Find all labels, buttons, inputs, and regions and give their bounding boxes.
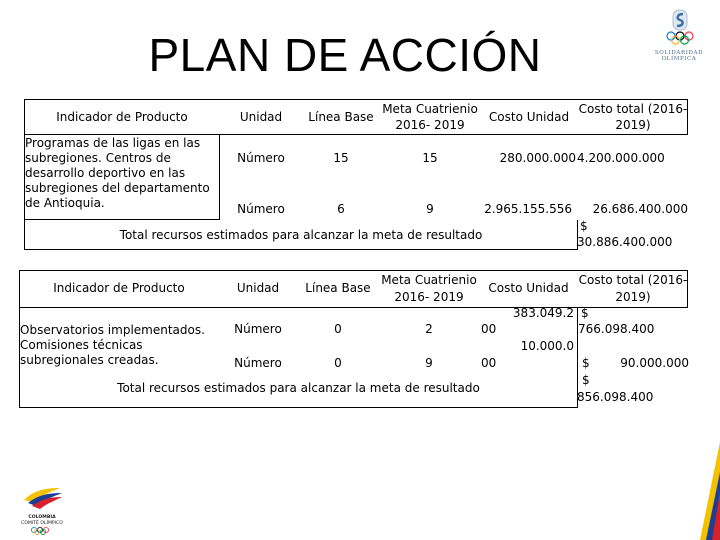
- table1-header-linea-base: Línea Base: [308, 110, 374, 124]
- colombia-flag-emblem-icon: [16, 484, 68, 516]
- table2-total-value: 856.098.400: [577, 390, 654, 404]
- table2-row1-meta: 2: [425, 322, 433, 336]
- table1-row2-costo-unidad: 2.965.155.556: [484, 202, 572, 216]
- table1-row2-costo-total: 26.686.400.000: [592, 202, 688, 216]
- flag-stripes-decoration: [696, 442, 720, 540]
- table2-row1-costo-unidad-part2: 00: [481, 322, 497, 336]
- table1-header-costo-total-line2: 2019): [615, 118, 651, 132]
- table2-header-linea-base: Línea Base: [305, 281, 371, 295]
- table2-row2-linea-base: 0: [334, 356, 342, 370]
- table2-header-meta-line2: 2016- 2019: [394, 290, 464, 304]
- olympic-rings-icon: [16, 527, 68, 535]
- table2-header-costo-total-line1: Costo total (2016-: [578, 273, 688, 287]
- table1-total-label: Total recursos estimados para alcanzar la meta de resultado: [119, 228, 483, 242]
- table2-header-indicador: Indicador de Producto: [53, 281, 185, 295]
- table1-row1-unidad: Número: [237, 151, 285, 165]
- table2-header-costo-unidad: Costo Unidad: [488, 281, 569, 295]
- table1-row1-costo-total: 4.200.000.000: [577, 151, 665, 165]
- table2-total-currency: $: [582, 373, 590, 387]
- solidaridad-logo-text: SOLIDARIDAD OLÍMPICA: [654, 50, 704, 62]
- table1-header-costo-unidad: Costo Unidad: [488, 110, 570, 124]
- colombia-logo-line1: COLOMBIA: [28, 515, 56, 520]
- table1-header-meta-line1: Meta Cuatrienio: [382, 102, 478, 116]
- table1-total-currency: $: [580, 219, 588, 233]
- page-title: PLAN DE ACCIÓN: [148, 29, 542, 81]
- table2-row2-costo-unidad-part2: 00: [481, 356, 497, 370]
- table1-row1-costo-unidad: 280.000.000: [499, 151, 576, 165]
- table1-header-meta-line2: 2016- 2019: [395, 118, 465, 132]
- table2-row2-costo-total: 90.000.000: [620, 356, 689, 370]
- solidaridad-olimpica-logo: [646, 8, 712, 70]
- table2-row1-unidad: Número: [234, 322, 282, 336]
- table2-indicador-text: Observatorios implementados. Comisiones técnicas subregionales creadas.: [20, 323, 205, 367]
- table2-row2-costo-unidad-part1: 10.000.0: [520, 339, 574, 353]
- table1-row2-meta: 9: [426, 202, 434, 216]
- colombia-olympic-logo: [16, 484, 68, 534]
- table1-header-indicador: Indicador de Producto: [56, 110, 188, 124]
- table1-indicador-text: Programas de las ligas en las subregiones. Centros de desarrollo deportivo en las subregiones del departamento de Antioquia.: [25, 136, 210, 210]
- table1-row2-linea-base: 6: [337, 202, 345, 216]
- colombia-logo-line2: COMITÉ OLÍMPICO: [21, 521, 63, 526]
- table1-header-costo-total-line1: Costo total (2016-: [578, 102, 688, 116]
- table2-row1-costo-unidad-part1: 383.049.2: [512, 306, 574, 320]
- table2-row2-meta: 9: [425, 356, 433, 370]
- table2-row1-costo-total: 766.098.400: [578, 322, 655, 336]
- table1-total-value: 30.886.400.000: [577, 235, 673, 249]
- table2-header-meta-line1: Meta Cuatrienio: [381, 273, 477, 287]
- table2-row1-linea-base: 0: [334, 322, 342, 336]
- table2-total-label: Total recursos estimados para alcanzar la meta de resultado: [117, 381, 480, 395]
- table1-header-unidad: Unidad: [239, 110, 283, 124]
- table2-header-unidad: Unidad: [236, 281, 280, 295]
- table2-row2-unidad: Número: [234, 356, 282, 370]
- table2-header-costo-total-line2: 2019): [615, 290, 651, 304]
- table2-row2-costo-total-currency: $: [582, 356, 590, 370]
- table1-row1-meta: 15: [422, 151, 438, 165]
- table1-row2-unidad: Número: [237, 202, 285, 216]
- table1-row1-linea-base: 15: [333, 151, 349, 165]
- table2-row1-costo-total-currency: $: [581, 306, 589, 320]
